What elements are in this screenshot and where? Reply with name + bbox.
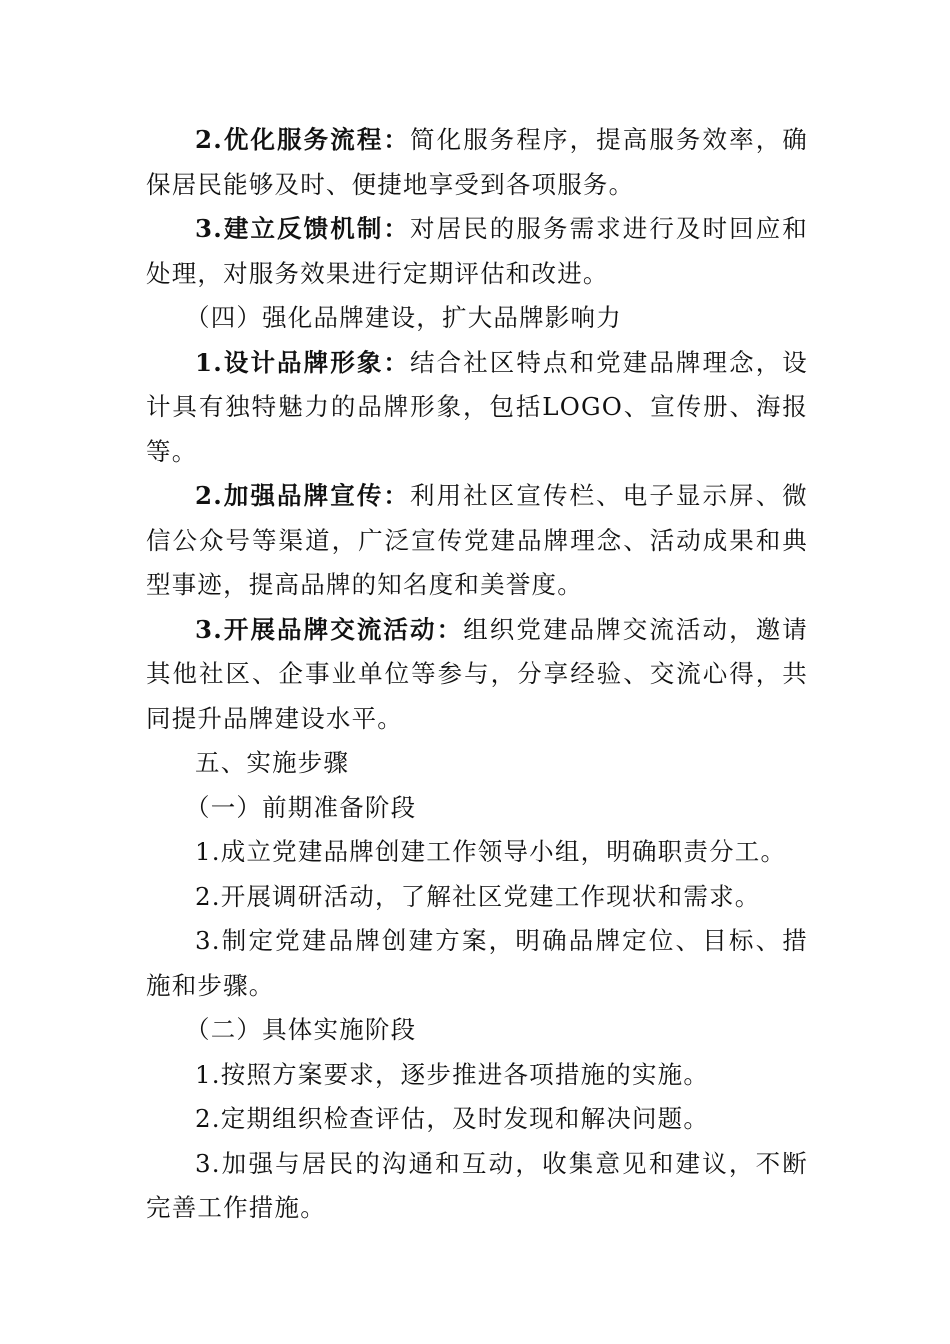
subheading-brand-building [146, 296, 808, 341]
document-page [146, 118, 808, 1231]
paragraph-step: 1.按照方案要求，逐步推进各项措施的实施。 [195, 1059, 710, 1089]
paragraph-brand-promotion [146, 474, 808, 608]
item-lead: 3.开展品牌交流活动： [195, 614, 464, 644]
paragraph-step: 2.定期组织检查评估，及时发现和解决问题。 [195, 1104, 710, 1133]
paragraph-step: 3.加强与居民的沟通和互动，收集意见和建议，不断完善工作措施。 [146, 1148, 808, 1222]
item-text: 对居民的服务需求进行及时回应和处理，对服务效果进行定期评估和改进。 [146, 214, 808, 288]
item-text: 组织党建品牌交流活动，邀请其他社区、企事业单位等参与，分享经验、交流心得，共同提升品牌建设水平。 [146, 614, 808, 733]
subheading-text: （二）具体实施阶段 [185, 1015, 417, 1044]
section-heading-implementation-steps: 五、实施步骤 [195, 748, 350, 777]
subheading-text: （四）强化品牌建设，扩大品牌影响力 [185, 303, 622, 332]
paragraph-optimize-process [146, 118, 808, 207]
item-lead: 1.设计品牌形象： [195, 347, 411, 377]
paragraph-step: 1.成立党建品牌创建工作领导小组，明确职责分工。 [195, 837, 787, 866]
item-lead: 2.优化服务流程： [195, 125, 411, 154]
subheading-implementation-phase [146, 1008, 808, 1053]
item-text: 利用社区宣传栏、电子显示屏、微信公众号等渠道，广泛宣传党建品牌理念、活动成果和典型事迹，提高品牌的知名度和美誉度。 [146, 481, 808, 599]
paragraph-step: 2.开展调研活动，了解社区党建工作现状和需求。 [195, 881, 761, 911]
paragraph-brand-image [146, 341, 808, 475]
item-lead: 2.加强品牌宣传： [195, 481, 411, 510]
paragraph-step: 3.制定党建品牌创建方案，明确品牌定位、目标、措施和步骤。 [146, 926, 808, 1000]
subheading-preparation-phase [146, 786, 808, 831]
item-lead: 3.建立反馈机制： [195, 214, 411, 243]
paragraph-brand-exchange [146, 608, 808, 742]
paragraph-feedback-mechanism [146, 207, 808, 296]
item-text: 简化服务程序，提高服务效率，确保居民能够及时、便捷地享受到各项服务。 [146, 125, 808, 199]
subheading-text: （一）前期准备阶段 [185, 792, 417, 822]
item-text: 结合社区特点和党建品牌理念，设计具有独特魅力的品牌形象，包括LOGO、宣传册、海报等。 [146, 347, 808, 466]
